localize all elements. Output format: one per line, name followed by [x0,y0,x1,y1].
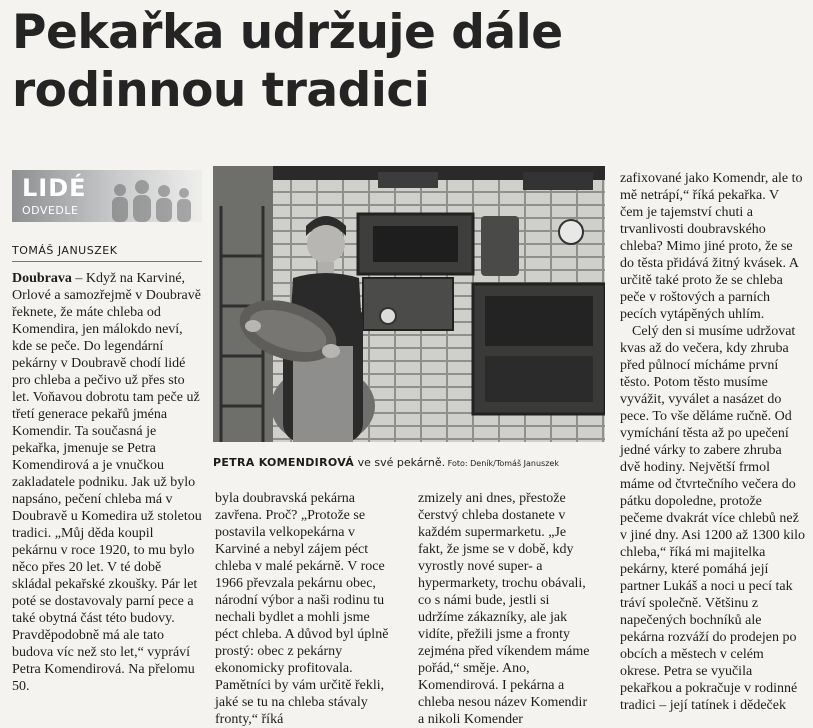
column-4-paragraph-2: Celý den si musíme udržovat kvas až do večera, kdy zhruba před půlnocí mícháme první těsto. Potom těsto musíme vyvážit, vyválet a nasázet do pece. To vše děláme ručně. Od vymíchání těsta až po upečení jedné várky to zabere zhruba dvě hodiny. Největší frmol máme od čtvrtečního večera do pátku dopoledne, protože pečeme dvakrát více chlebů než v jiné dny. Asi 1200 až 1300 kilo chleba,“ říká mi majitelka pekárny, které pomáhá její partner Lukáš a noci u pecí tak tráví společně. Většinu z napečených bochníků ale pekárna rozváží do prodejen po obcích a městech v celém okrese. Petra se vyučila pekařkou a pokračuje v rodinné tradici – její tatínek i dědeček [620,324,805,713]
caption-credit: Foto: Deník/Tomáš Januszek [445,459,559,468]
kicker-sub: ODVEDLE [22,204,79,217]
kicker-main: LIDÉ [22,174,87,202]
headline [12,4,652,120]
section-kicker [12,170,202,222]
headline-line-1: Pekařka udržuje dále [12,5,563,60]
column-2-text: byla doubravská pekárna zavřena. Proč? „Protože se postavila velkopekárna v Karviné a nebyl zájem péct chleba v malé pekárně. V roce 1966 převzala pekárnu obec, národní výbor a naši rodinu tu nechali bydlet a mohli jsme péct chleba. A důvod byl úplně prostý: obec z pekárny ekonomicky profitovala. Pamětníci by vám určitě řekli, jaké se tu na chleba stávaly fronty,“ říká [215,491,389,727]
column-4-paragraph-1: zafixované jako Komendr, ale to mě netrápí,“ říká pekařka. V čem je tajemství chuti a trvanlivosti doubravského chleba? Mimo jiné proto, že se do těsta přidává žitný kvásek. A určitě také proto že se chleba peče v roštových a parních pecích vytápěných uhlím. [620,171,803,322]
article-column-4 [620,170,805,714]
headline-line-2: rodinnou tradici [12,63,430,118]
article-column-1 [12,270,202,695]
dateline-place: Doubrava [12,271,72,286]
article-photo [213,166,605,442]
column-1-text: – Když na Karviné, Orlové a samozřejmě v Doubravě řeknete, že máte chleba od Komendira, jen málokdo neví, kde se peče. Do legendární pekárny v Doubravě chodí lidé pro chleba a pečivo už přes sto let. Voňavou dobrotu tam peče už třetí generace pekařů jména Komendir. Ta současná je pekařka, jmenuje se Petra Komendirová a je vnučkou zakladatele podniku. Jak už bylo napsáno, pečení chleba má v Doubravě u Komedira už stoletou tradici. „Můj děda koupil pekárnu v roce 1920, to mu bylo něco přes 20 let. V té době skládal pekařské zkoušky. Pár let poté se dostavovaly parní pece a také obytná část této budovy. Pravděpodobně má ale tato budova víc než sto let,“ vypráví Petra Komendirová. Na přelomu 50. [12,271,202,694]
byline: TOMÁŠ JANUSZEK [12,244,202,262]
column-3-text: zmizely ani dnes, přestože čerstvý chleba dostanete v každém supermarketu. „Je fakt, že jsme se v době, kdy vyrostly nové super- a hypermarkety, trochu obávali, co s námi bude, jestli si udržíme zákazníky, ale jak vidíte, přežili jsme a fronty zejména před víkendem máme pořád,“ směje. Ano, Komendirová. I pekárna a chleba nesou název Komendir a nikoli Komender [418,491,590,727]
article-column-2 [215,490,395,728]
bakery-photo-illustration [213,166,605,442]
caption-text: ve své pekárně. [354,456,446,469]
photo-caption [213,456,613,469]
crowd-silhouette-icon [106,178,194,222]
caption-name: PETRA KOMENDIROVÁ [213,456,355,469]
article-column-3 [418,490,593,728]
